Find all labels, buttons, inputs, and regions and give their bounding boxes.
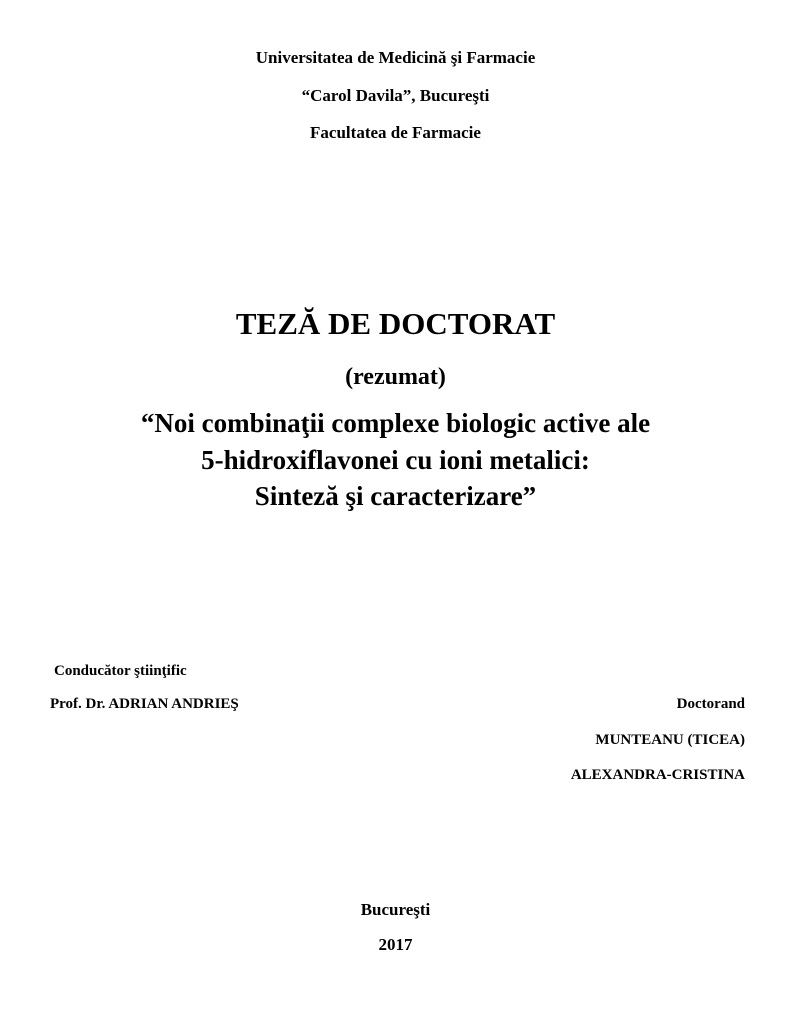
university-subname: “Carol Davila”, Bucureşti — [301, 86, 490, 105]
candidate-label: Doctorand — [676, 696, 745, 712]
candidate-name-line-1: MUNTEANU (TICEA) — [595, 732, 745, 748]
supervisor-label: Conducător ştiinţific — [54, 663, 187, 679]
candidate-name-line-2: ALEXANDRA-CRISTINA — [570, 767, 745, 783]
thesis-title-line-2: 5-hidroxiflavonei cu ioni metalici: — [201, 445, 590, 475]
faculty-name: Facultatea de Farmacie — [310, 123, 481, 142]
thesis-title-line-1: “Noi combinaţii complexe biologic active ale — [140, 408, 651, 438]
document-title: TEZĂ DE DOCTORAT — [235, 306, 556, 341]
year: 2017 — [378, 935, 413, 954]
supervisor-name: Prof. Dr. ADRIAN ANDRIEŞ — [50, 696, 239, 712]
university-name: Universitatea de Medicină şi Farmacie — [255, 48, 536, 67]
document-subtitle: (rezumat) — [345, 364, 446, 390]
thesis-title-line-3: Sinteză şi caracterizare” — [254, 481, 537, 511]
city: Bucureşti — [360, 900, 431, 919]
